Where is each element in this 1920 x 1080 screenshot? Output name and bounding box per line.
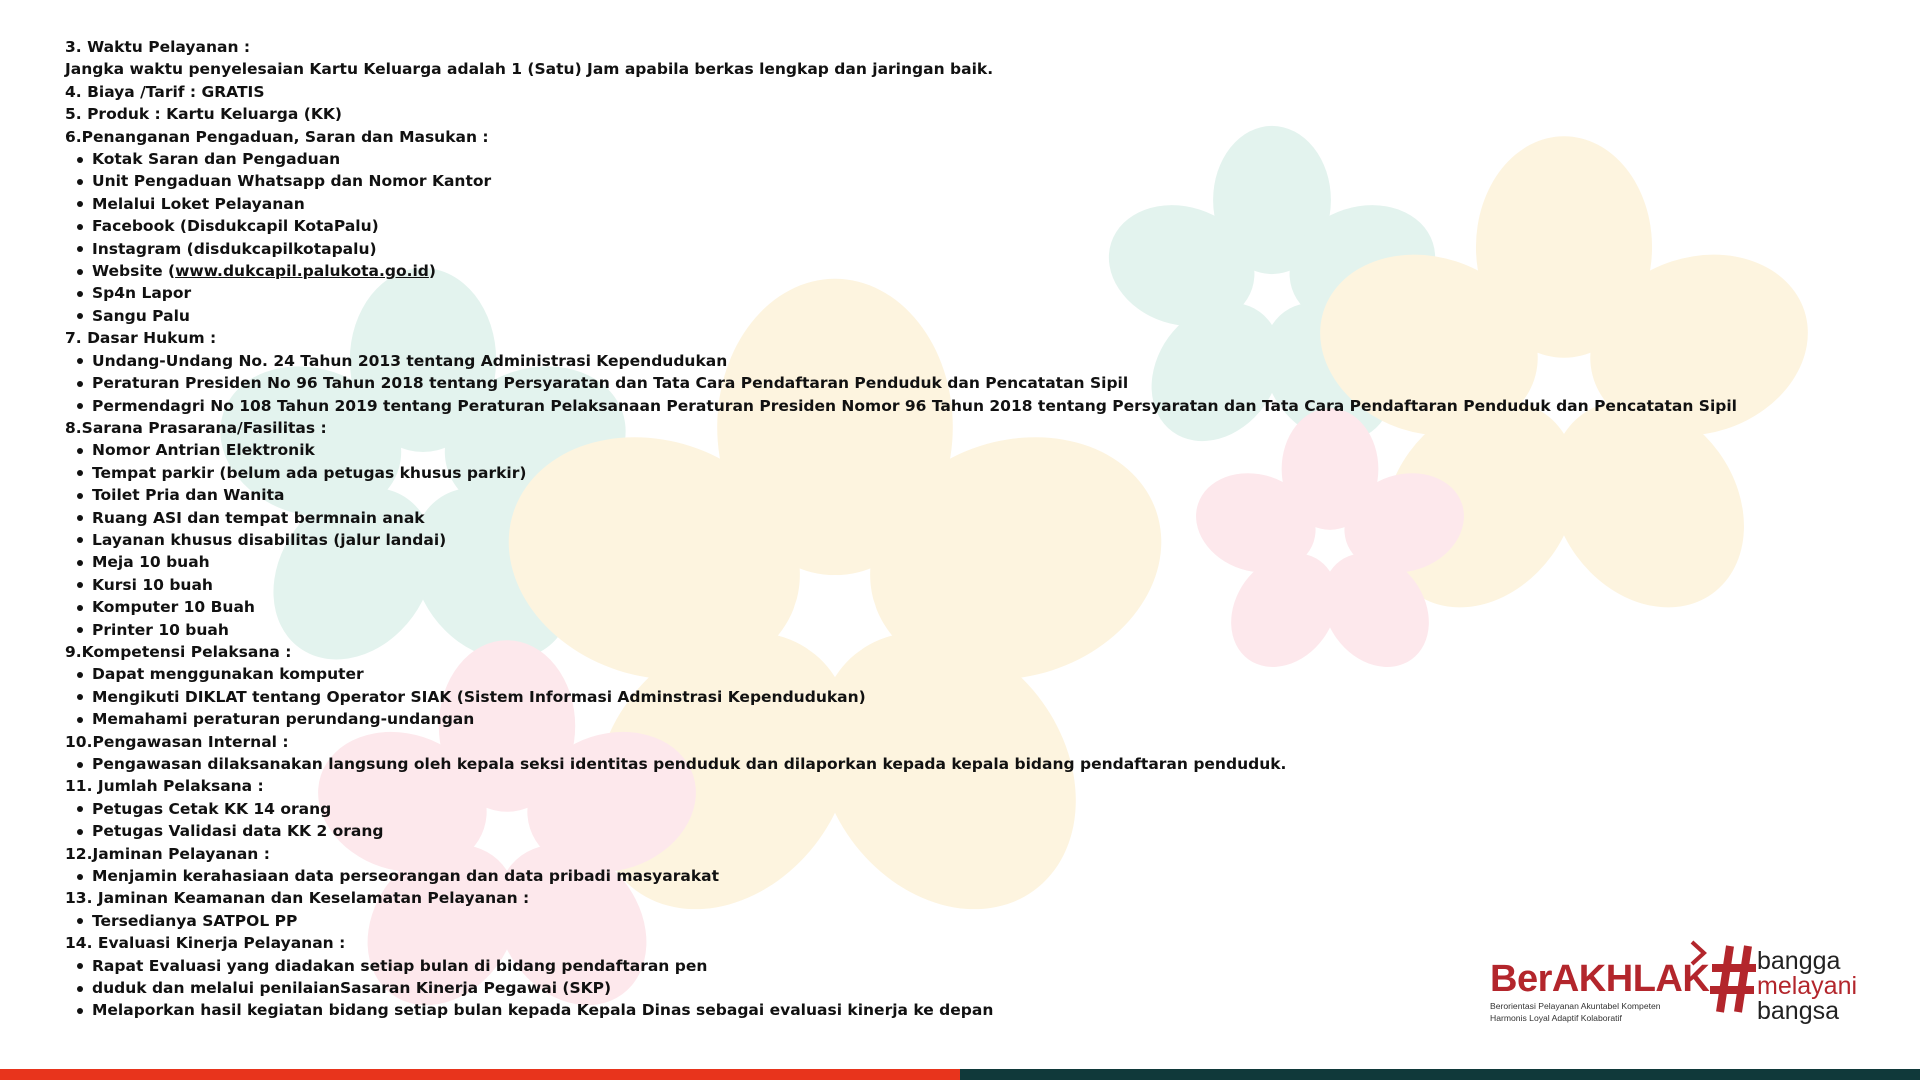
section-line: 12.Jaminan Pelayanan : [65, 844, 270, 863]
list-item: Sp4n Lapor [92, 282, 1737, 304]
section-line: Jangka waktu penyelesaian Kartu Keluarga adalah 1 (Satu) Jam apabila berkas lengkap dan jaringan baik. [65, 60, 994, 79]
berakhlak-logo [1485, 938, 1875, 1028]
list-item: Menjamin kerahasiaan data perseorangan dan data pribadi masyarakat [92, 865, 1737, 887]
bottom-bar-red [0, 1069, 960, 1080]
list-item [92, 260, 1737, 282]
list-item: Melalui Loket Pelayanan [92, 193, 1737, 215]
logo-tagline-melayani: melayani [1757, 972, 1858, 1000]
bottom-accent-bar [0, 1069, 1920, 1080]
logo-wordmark: BerAKHLAK [1490, 958, 1710, 1000]
list-item: Permendagri No 108 Tahun 2019 tentang Peraturan Pelaksanaan Peraturan Presiden Nomor 96 Tahun 2018 tentang Persyaratan dan Tata Cara Pendaftaran Penduduk dan Pencatatan Sipil [92, 395, 1737, 417]
list-item: duduk dan melalui penilaianSasaran Kinerja Pegawai (SKP) [92, 977, 1737, 999]
list-item: Melaporkan hasil kegiatan bidang setiap bulan kepada Kepala Dinas sebagai evaluasi kinerja ke depan [92, 999, 1737, 1021]
list-item: Tempat parkir (belum ada petugas khusus parkir) [92, 462, 1737, 484]
list-item: Rapat Evaluasi yang diadakan setiap bulan di bidang pendaftaran pen [92, 955, 1737, 977]
section-line: 9.Kompetensi Pelaksana : [65, 642, 292, 661]
bullet-list [65, 439, 1737, 641]
list-item: Facebook (Disdukcapil KotaPalu) [92, 215, 1737, 237]
list-item: Memahami peraturan perundang-undangan [92, 708, 1737, 730]
list-item: Toilet Pria dan Wanita [92, 484, 1737, 506]
section-line: 14. Evaluasi Kinerja Pelayanan : [65, 934, 346, 953]
section-line: 3. Waktu Pelayanan : [65, 38, 251, 56]
bottom-bar-dark [960, 1069, 1920, 1080]
section-line: 5. Produk : Kartu Keluarga (KK) [65, 105, 342, 124]
list-item: Instagram (disdukcapilkotapalu) [92, 238, 1737, 260]
list-item: Peraturan Presiden No 96 Tahun 2018 tentang Persyaratan dan Tata Cara Pendaftaran Penduduk dan Pencatatan Sipil [92, 372, 1737, 394]
logo-subtitle-line2: Harmonis Loyal Adaptif Kolaboratif [1490, 1013, 1622, 1023]
bullet-list [65, 663, 1737, 730]
section-line: 6.Penanganan Pengaduan, Saran dan Masukan : [65, 127, 489, 146]
list-item: Tersedianya SATPOL PP [92, 910, 1737, 932]
section-line: 13. Jaminan Keamanan dan Keselamatan Pelayanan : [65, 889, 530, 908]
list-item: Petugas Validasi data KK 2 orang [92, 820, 1737, 842]
list-item: Nomor Antrian Elektronik [92, 439, 1737, 461]
logo-subtitle-line1: Berorientasi Pelayanan Akuntabel Kompeten [1490, 1001, 1661, 1011]
bullet-list [65, 798, 1737, 843]
section-line: 4. Biaya /Tarif : GRATIS [65, 82, 265, 101]
section-line: 8.Sarana Prasarana/Fasilitas : [65, 418, 327, 437]
list-item: Sangu Palu [92, 305, 1737, 327]
list-item: Dapat menggunakan komputer [92, 663, 1737, 685]
list-item: Unit Pengaduan Whatsapp dan Nomor Kantor [92, 170, 1737, 192]
list-item: Printer 10 buah [92, 619, 1737, 641]
section-line: 10.Pengawasan Internal : [65, 732, 289, 751]
website-suffix: ) [428, 262, 436, 281]
list-item: Pengawasan dilaksanakan langsung oleh kepala seksi identitas penduduk dan dilaporkan kepada kepala bidang pendaftaran penduduk. [92, 753, 1737, 775]
website-link[interactable]: www.dukcapil.palukota.go.id [175, 262, 429, 281]
list-item: Mengikuti DIKLAT tentang Operator SIAK (Sistem Informasi Adminstrasi Kependudukan) [92, 686, 1737, 708]
website-prefix: Website ( [92, 262, 176, 281]
bullet-list [65, 865, 1737, 887]
logo-chevron-icon [1688, 940, 1710, 966]
service-standard-text [65, 36, 1737, 1022]
bullet-list [65, 350, 1737, 417]
bullet-list [65, 753, 1737, 775]
list-item: Meja 10 buah [92, 551, 1737, 573]
list-item: Kotak Saran dan Pengaduan [92, 148, 1737, 170]
logo-tagline-bangga: bangga [1757, 947, 1841, 975]
list-item: Layanan khusus disabilitas (jalur landai) [92, 529, 1737, 551]
bullet-list [65, 910, 1737, 932]
logo-tagline-bangsa: bangsa [1757, 997, 1840, 1025]
list-item: Kursi 10 buah [92, 574, 1737, 596]
hashtag-icon [1708, 940, 1758, 1016]
list-item: Ruang ASI dan tempat bermnain anak [92, 507, 1737, 529]
list-item: Petugas Cetak KK 14 orang [92, 798, 1737, 820]
list-item: Undang-Undang No. 24 Tahun 2013 tentang Administrasi Kependudukan [92, 350, 1737, 372]
list-item: Komputer 10 Buah [92, 596, 1737, 618]
bullet-list [65, 148, 1737, 327]
section-line: 7. Dasar Hukum : [65, 329, 217, 348]
section-line: 11. Jumlah Pelaksana : [65, 777, 264, 796]
